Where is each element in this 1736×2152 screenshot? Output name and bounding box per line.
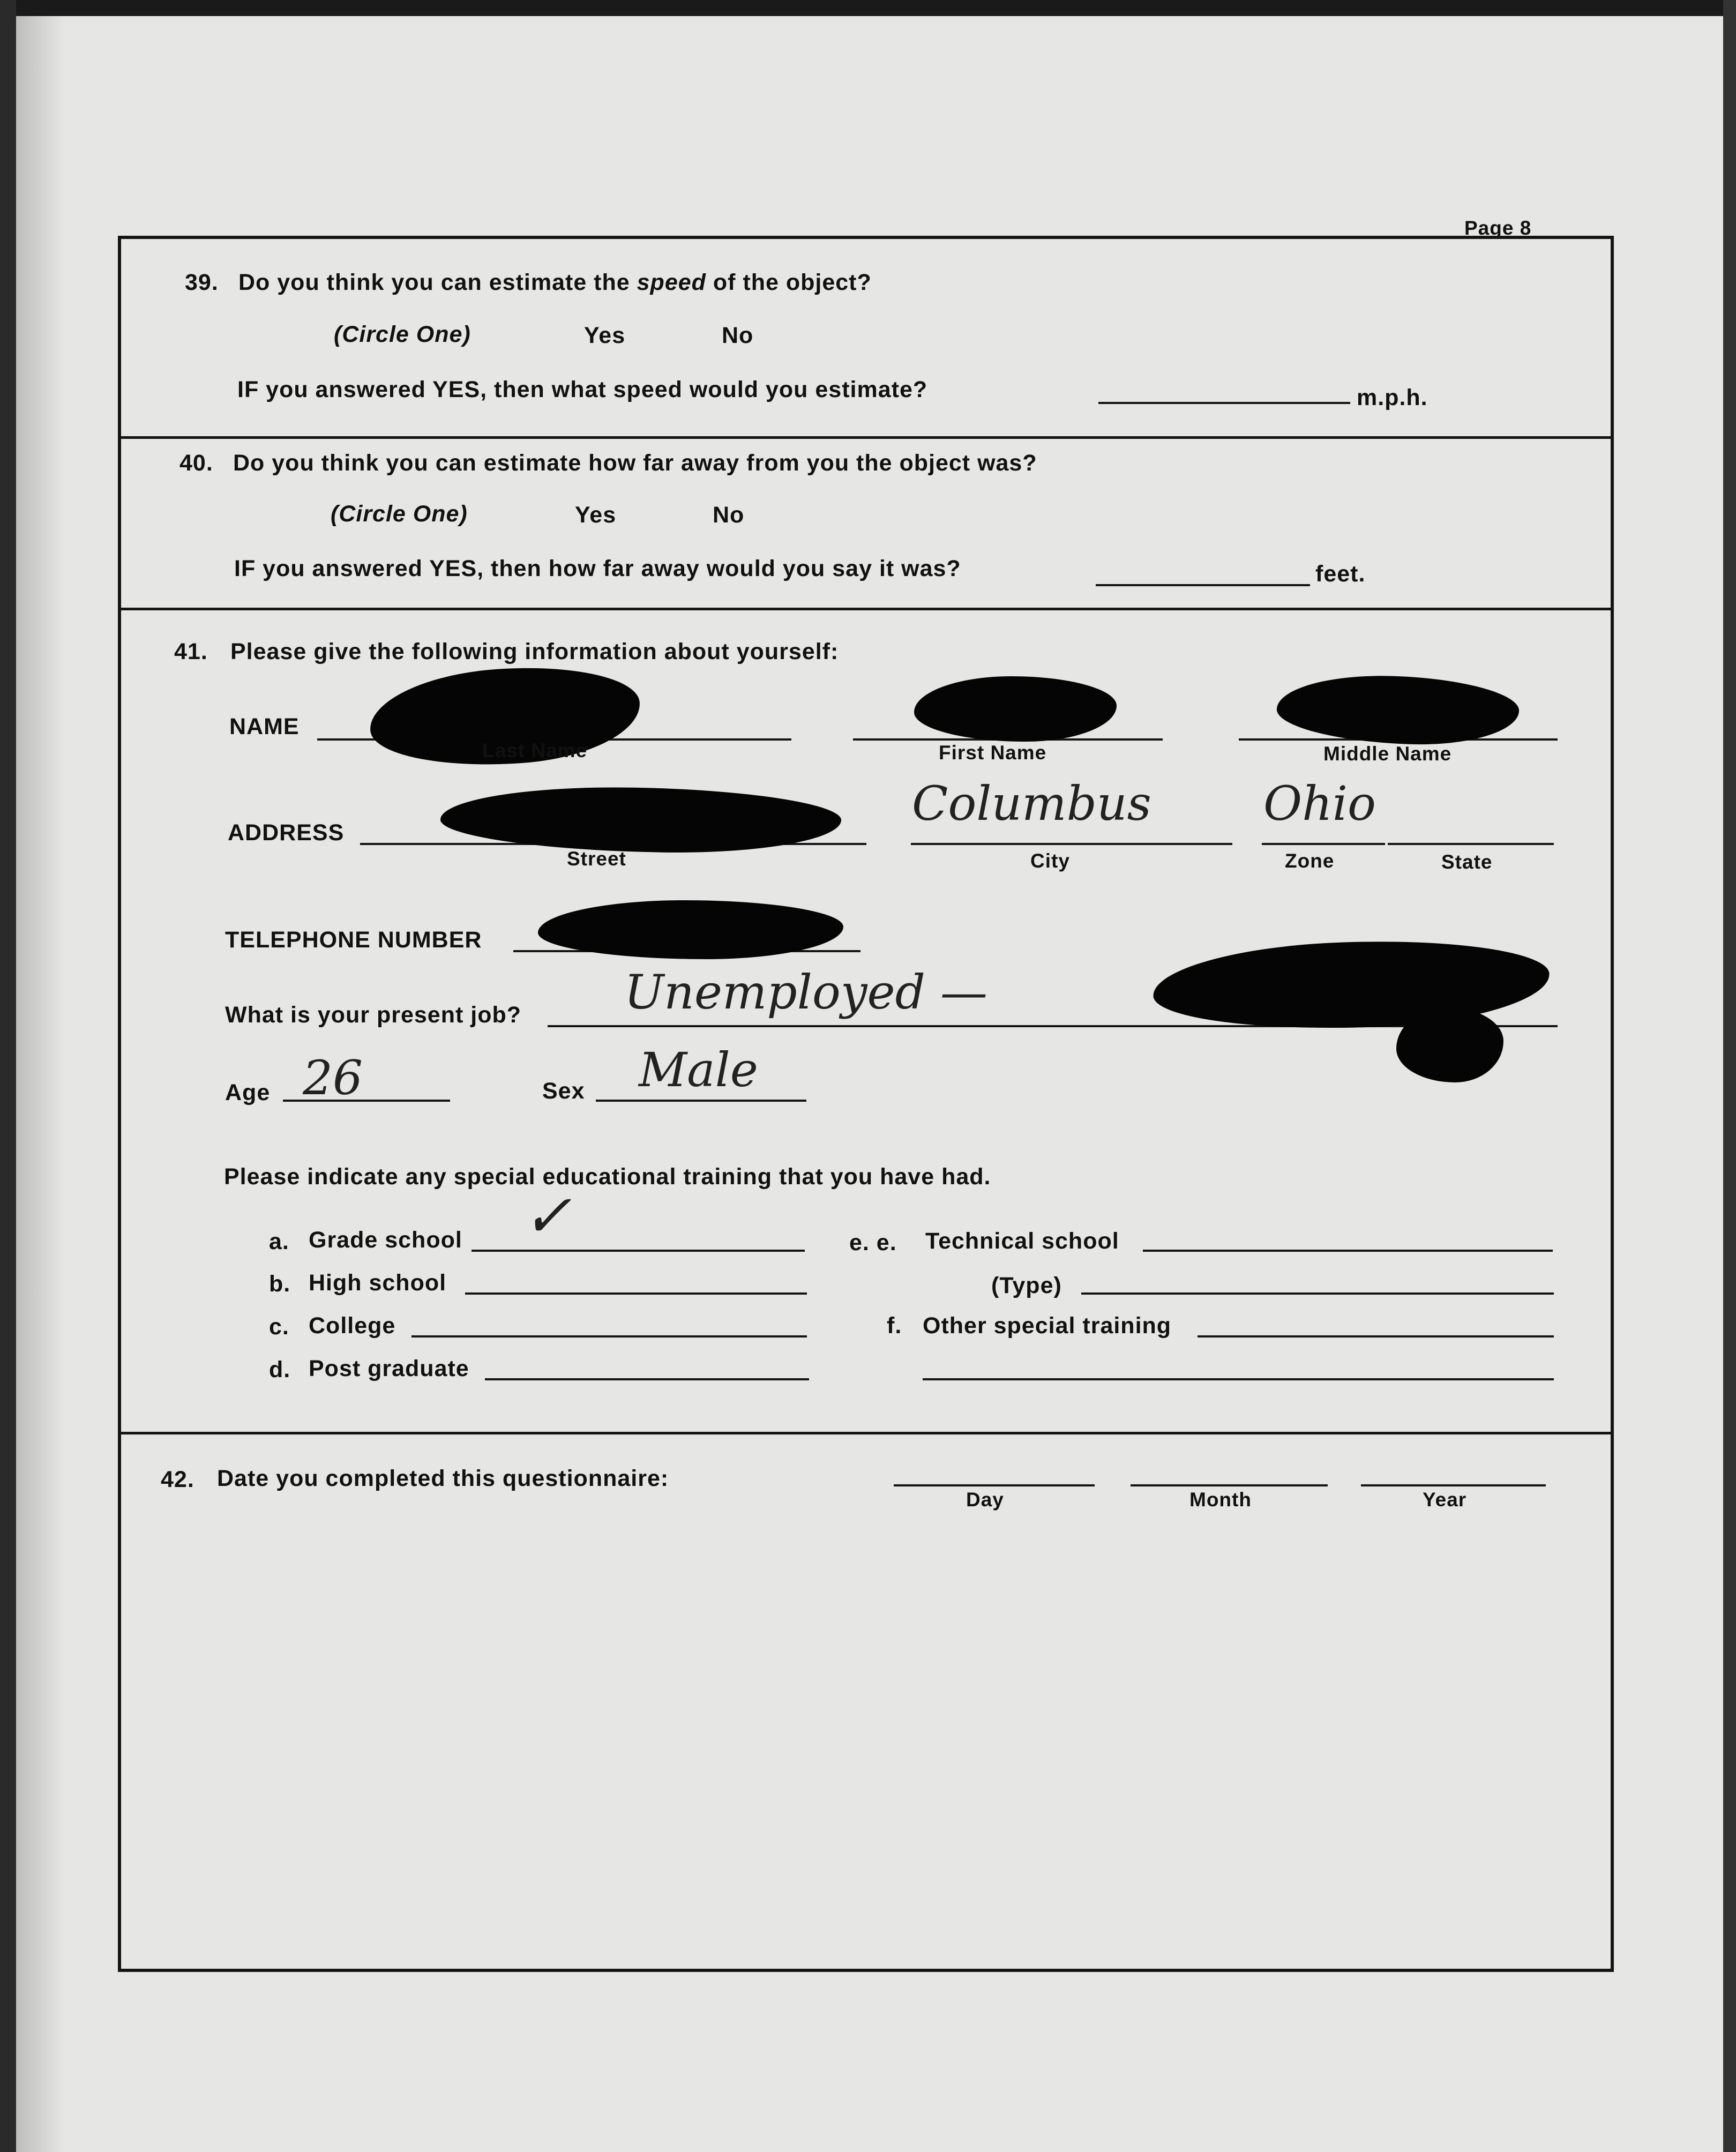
education-a-label: Grade school bbox=[309, 1227, 462, 1253]
speed-answer-line[interactable] bbox=[1098, 402, 1350, 404]
option-yes[interactable]: Yes bbox=[575, 502, 617, 528]
high-school-line[interactable] bbox=[465, 1292, 807, 1295]
job-label: What is your present job? bbox=[225, 1002, 521, 1028]
city-caption: City bbox=[1030, 850, 1070, 872]
month-line[interactable] bbox=[1131, 1484, 1328, 1486]
question-text: Date you completed this questionnaire: bbox=[217, 1466, 669, 1491]
street-caption: Street bbox=[567, 848, 626, 870]
name-label: NAME bbox=[229, 714, 300, 739]
year-line[interactable] bbox=[1361, 1484, 1546, 1486]
circle-one-label: (Circle One) bbox=[334, 322, 471, 347]
education-a-letter: a. bbox=[269, 1229, 289, 1254]
college-line[interactable] bbox=[411, 1335, 807, 1337]
telephone-label: TELEPHONE NUMBER bbox=[225, 927, 482, 953]
question-number: 42. bbox=[161, 1467, 194, 1492]
question-number: 39. bbox=[185, 270, 219, 295]
state-caption: State bbox=[1441, 851, 1493, 873]
state-line[interactable] bbox=[1388, 843, 1554, 845]
education-c-label: College bbox=[309, 1313, 396, 1339]
other-training-line-2[interactable] bbox=[923, 1378, 1554, 1380]
option-no[interactable]: No bbox=[713, 502, 745, 528]
technical-school-line[interactable] bbox=[1143, 1250, 1553, 1252]
scan-border-left bbox=[0, 0, 16, 2152]
sex-handwritten-value: Male bbox=[639, 1042, 758, 1097]
type-line[interactable] bbox=[1081, 1292, 1554, 1295]
option-yes[interactable]: Yes bbox=[584, 323, 626, 348]
education-f-label: Other special training bbox=[923, 1313, 1172, 1339]
education-d-letter: d. bbox=[269, 1357, 291, 1383]
divider-40-41 bbox=[121, 608, 1614, 610]
month-caption: Month bbox=[1189, 1489, 1252, 1511]
question-text bbox=[238, 270, 872, 296]
age-handwritten-value: 26 bbox=[303, 1050, 363, 1105]
grade-school-checkmark: ✓ bbox=[522, 1182, 572, 1250]
education-b-label: High school bbox=[309, 1270, 447, 1296]
redaction-telephone bbox=[538, 900, 843, 959]
sex-line[interactable] bbox=[596, 1100, 806, 1102]
last-name-caption: Last Name bbox=[482, 739, 588, 761]
unit-label: feet. bbox=[1315, 561, 1366, 587]
divider-41-42 bbox=[121, 1432, 1614, 1434]
type-label: (Type) bbox=[991, 1273, 1062, 1298]
education-f-letter: f. bbox=[887, 1313, 902, 1339]
unit-label: m.p.h. bbox=[1357, 385, 1428, 410]
education-e-letter: e. e. bbox=[849, 1230, 897, 1256]
other-training-line[interactable] bbox=[1198, 1335, 1554, 1337]
education-b-letter: b. bbox=[269, 1271, 291, 1297]
circle-one-label: (Circle One) bbox=[331, 501, 468, 527]
followup-question: IF you answered YES, then what speed would you estimate? bbox=[237, 377, 928, 402]
age-label: Age bbox=[225, 1080, 271, 1105]
day-line[interactable] bbox=[894, 1484, 1095, 1486]
education-d-label: Post graduate bbox=[309, 1356, 469, 1381]
scan-shadow bbox=[16, 16, 64, 2152]
education-prompt: Please indicate any special educational training that you have had. bbox=[224, 1164, 991, 1190]
education-c-letter: c. bbox=[269, 1314, 289, 1340]
post-graduate-line[interactable] bbox=[485, 1378, 809, 1380]
zone-line[interactable] bbox=[1262, 843, 1385, 845]
redaction-job-detail-tail bbox=[1396, 1007, 1503, 1082]
middle-name-caption: Middle Name bbox=[1323, 743, 1452, 765]
divider-39-40 bbox=[121, 436, 1614, 439]
question-text-a: Do you think you can estimate the bbox=[238, 270, 630, 295]
year-caption: Year bbox=[1423, 1489, 1467, 1511]
zone-caption: Zone bbox=[1285, 850, 1335, 872]
city-line[interactable] bbox=[911, 843, 1232, 845]
question-text-b: of the object? bbox=[713, 270, 872, 295]
scan-border-right bbox=[1723, 0, 1736, 2152]
scan-border-top bbox=[0, 0, 1736, 16]
zone-handwritten-value: Ohio bbox=[1263, 776, 1376, 831]
job-handwritten-value: Unemployed — bbox=[624, 965, 987, 1020]
first-name-caption: First Name bbox=[939, 742, 1047, 764]
day-caption: Day bbox=[966, 1489, 1004, 1511]
option-no[interactable]: No bbox=[722, 323, 754, 348]
redaction-first-name bbox=[914, 676, 1117, 742]
distance-answer-line[interactable] bbox=[1096, 584, 1310, 586]
grade-school-line[interactable] bbox=[472, 1250, 805, 1252]
page-label: Page 8 bbox=[1464, 217, 1532, 239]
question-number: 41. bbox=[174, 639, 208, 664]
question-text-emphasis: speed bbox=[637, 270, 706, 295]
education-e-label: Technical school bbox=[925, 1228, 1119, 1254]
followup-question: IF you answered YES, then how far away would you say it was? bbox=[234, 556, 961, 581]
question-text: Do you think you can estimate how far away from you the object was? bbox=[233, 450, 1037, 476]
address-label: ADDRESS bbox=[228, 820, 345, 846]
city-handwritten-value: Columbus bbox=[912, 776, 1151, 831]
sex-label: Sex bbox=[542, 1078, 585, 1104]
question-text: Please give the following information about yourself: bbox=[230, 639, 839, 664]
question-number: 40. bbox=[179, 450, 213, 476]
